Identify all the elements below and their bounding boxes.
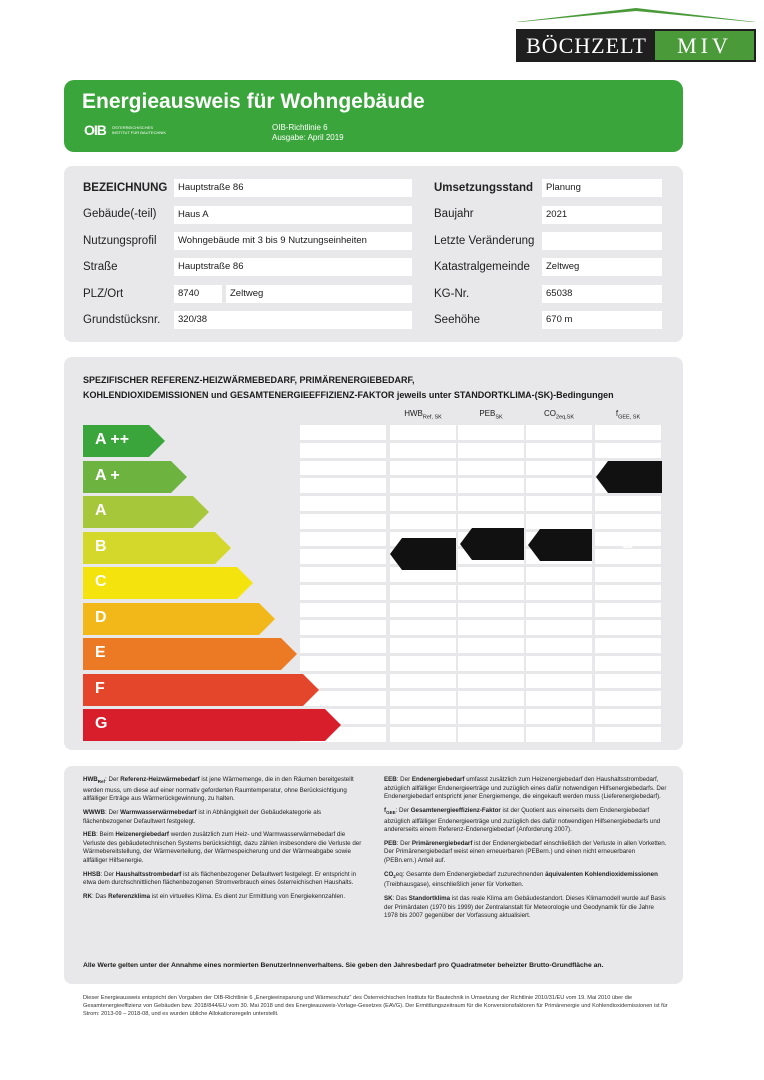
grid-cell [390, 425, 456, 440]
grid-cell [300, 549, 386, 564]
energy-class-label: E [95, 644, 106, 661]
grid-cell [300, 514, 386, 529]
rating-marker-hwb [390, 538, 456, 570]
energy-class-label: D [95, 608, 107, 626]
definitions-panel [64, 766, 683, 984]
grid-cell [458, 620, 524, 635]
grid-cell [526, 674, 592, 689]
grid-cell [458, 727, 524, 742]
grundstueck-label: Grundstücksnr. [83, 314, 161, 326]
grid-cell [526, 567, 592, 582]
grundstueck-value: 320/38 [174, 311, 412, 329]
energy-class-band [83, 603, 275, 635]
energy-class-label: G [95, 715, 108, 732]
grid-cell [300, 656, 386, 671]
grid-cell [526, 443, 592, 458]
column-header-co2: $CO_{2eq,SK}$ [543, 409, 575, 421]
gebaeude-value: Haus A [174, 206, 412, 224]
grid-cell [458, 638, 524, 653]
rating-marker-label: A+ [688, 466, 710, 484]
definitions-left [83, 776, 368, 906]
grid-cell [595, 620, 661, 635]
grid-cell [390, 674, 456, 689]
grid-cell [595, 443, 661, 458]
column-header-hwb: $HWB_{Ref, SK}$ [404, 409, 442, 421]
grid-cell [458, 443, 524, 458]
umsetzung-value: Planung [542, 179, 662, 197]
energy-class-label: A ++ [95, 431, 130, 448]
chart-heading-line2: KOHLENDIOXIDEMISSIONEN und GESAMTENERGIEEFFIZIENZ-FAKTOR jeweils unter STANDORTKLIMA-(SK)-Bedingungen [83, 390, 614, 400]
grid-cell [390, 727, 456, 742]
nutzungsprofil-value: Wohngebäude mit 3 bis 9 Nutzungseinheiten [174, 232, 412, 250]
grid-cell [300, 496, 386, 511]
grid-cell [390, 620, 456, 635]
rating-marker-label: B [622, 534, 634, 552]
plz-value: 8740 [174, 285, 222, 303]
grid-cell [300, 585, 386, 600]
definition-entry: PEB: Der Primärenergiebedarf ist der Endenergiebedarf einschließlich der Verluste in allen Vorketten. Der Primärenergiebedarf weist einen erneuerbaren (PEBern.) und einen nicht erneuerbaren (PEBn.ern.) Anteil auf. [384, 839, 667, 864]
company-logo [516, 8, 756, 56]
oib-mark: OIB [84, 122, 106, 138]
letzte-value [542, 232, 662, 250]
grid-cell [526, 638, 592, 653]
energy-class-label: A + [95, 466, 120, 484]
legal-footnote: Dieser Energieausweis entspricht den Vorgaben der OIB-Richtlinie 6 „Energieeinsparung und Wärmeschutz“ des Österreichischen Instituts für Bautechnik in Umsetzung der Richtlinie 2010/31/EU vom 19. Mai 2010 über die Gesamtenergieeffizienz von Gebäuden bzw. 2018/844/EU vom 30. Mai 2018 und des Energieausweis-Vorlage-Gesetzes (EAVG). Der Ermittlungszeitraum für die Konversionsfaktoren für Primärenergie und Kohlendioxidemissionen ist für Strom: 2013-09 – 2018-08, und es wurden übliche Allokationsregeln unterstellt. [83, 995, 668, 1017]
definition-entry: HEB: Beim Heizenergiebedarf werden zusätzlich zum Heiz- und Warmwasserwärmebedarf die Verluste des gebäudetechnischen Systems berücksichtigt, dazu zählen insbesondere die Verluste der Wärmebereitstellung, der Wärmeverteilung, der Wärmespeicherung und der Wärmeabgabe sowie allfälliger Hilfsenergie. [83, 831, 362, 864]
grid-cell [300, 425, 386, 440]
column-header-peb: $PEB_{SK}$ [479, 409, 503, 421]
bezeichnung-value: Hauptstraße 86 [174, 179, 412, 197]
plzort-label: PLZ/Ort [83, 288, 124, 300]
energy-class-band [83, 496, 209, 528]
definition-entry: WWWB: Der Warmwasserwärmebedarf ist in Abhängigkeit der Gebäudekategorie als flächenbezogener Defaultwert festgelegt. [83, 809, 322, 825]
grid-cell [390, 461, 456, 476]
roof-icon [516, 8, 756, 22]
grid-cell [526, 603, 592, 618]
guideline-text: OIB-Richtlinie 6 [272, 123, 328, 132]
energy-class-label: F [95, 679, 105, 697]
grid-cell [390, 656, 456, 671]
definition-entry: $f_{GEE}$: Der Gesamtenergieeffizienz-Faktor ist der Quotient aus einerseits dem Endenergiebedarf abzüglich allfälliger Endenergieerträge und zuzüglich des dafür notwendigen Hilfsenergiebedarfs und andererseits einem Referenz-Endenergiebedarf (Anforderung 2007). [384, 806, 661, 834]
header-meta [272, 123, 344, 143]
energy-class-band [83, 567, 253, 599]
grid-cell [458, 585, 524, 600]
grid-cell [526, 620, 592, 635]
grid-cell [595, 425, 661, 440]
energy-class-band [83, 532, 231, 564]
kgnr-value: 65038 [542, 285, 662, 303]
grid-cell [300, 620, 386, 635]
rating-marker-co2 [528, 529, 634, 561]
grid-cell [300, 603, 386, 618]
grid-cell [526, 425, 592, 440]
grid-cell [595, 603, 661, 618]
oib-logo [84, 122, 172, 138]
grid-cell [595, 656, 661, 671]
definitions-footer: Alle Werte gelten unter der Annahme eines normierten BenutzerInnenverhaltens. Sie geben den Jahresbedarf pro Quadratmeter beheizter Brutto-Grundfläche an. [83, 962, 604, 969]
baujahr-label: Baujahr [434, 208, 474, 220]
seehoehe-label: Seehöhe [434, 314, 481, 326]
grid-cell [300, 638, 386, 653]
grid-cell [458, 691, 524, 706]
umsetzung-label: Umsetzungsstand [434, 182, 534, 194]
grid-cell [526, 461, 592, 476]
grid-cell [390, 478, 456, 493]
grid-cell [595, 514, 661, 529]
grid-cell [458, 603, 524, 618]
strasse-label: Straße [83, 261, 118, 273]
chart-heading [83, 373, 614, 403]
grid-cell [526, 514, 592, 529]
definition-entry: SK: Das Standortklima ist das reale Klima am Gebäudestandort. Dieses Klimamodell wurde auf Basis der Primärdaten (1970 bis 1999) der Zentralanstalt für Meteorologie und Geodynamik für die Jahre 1978 bis 2007 gegenüber der Vorfassung aktualisiert. [384, 895, 666, 920]
logo-right-text: MIV [655, 31, 754, 60]
baujahr-value: 2021 [542, 206, 662, 224]
energy-class-band [83, 425, 165, 457]
kgnr-label: KG-Nr. [434, 288, 470, 300]
grid-cell [300, 567, 386, 582]
grid-cell [526, 656, 592, 671]
certificate-title: Energieausweis für Wohngebäude [82, 90, 425, 113]
letzte-label: Letzte Veränderung [434, 235, 535, 247]
ort-value: Zeltweg [226, 285, 412, 303]
grid-cell [390, 585, 456, 600]
grid-cell [458, 656, 524, 671]
bezeichnung-label: BEZEICHNUNG [83, 182, 168, 194]
grid-cell [526, 496, 592, 511]
definition-entry: $HWB_{Ref}$: Der Referenz-Heizwärmebedarf ist jene Wärmemenge, die in den Räumen bereitgestellt werden muss, um diese auf einer normativ geforderten Raumtemperatur, ohne Berücksichtigung allfälliger Erträge aus Wärmerückgewinnung, zu halten. [83, 776, 354, 803]
grid-cell [458, 567, 524, 582]
grid-cell [390, 709, 456, 724]
grid-cell [595, 727, 661, 742]
edition-text: Ausgabe: April 2019 [272, 133, 344, 142]
identification-panel [64, 166, 683, 342]
strasse-value: Hauptstraße 86 [174, 258, 412, 276]
grid-cell [300, 443, 386, 458]
rating-marker-fgee [596, 461, 710, 493]
grid-cell [595, 674, 661, 689]
grid-cell [458, 496, 524, 511]
rating-marker-peb [460, 528, 524, 560]
grid-cell [390, 514, 456, 529]
grid-cell [390, 496, 456, 511]
grid-cell [595, 691, 661, 706]
energy-class-band [83, 638, 297, 670]
definition-entry: HHSB: Der Haushaltsstrombedarf ist als flächenbezogener Defaultwert festgelegt. Er entspricht in etwa dem durchschnittlichen flächenbezogenen Stromverbrauch eines österreichischen Haushalts. [83, 870, 357, 887]
grid-cell [300, 478, 386, 493]
grid-cell [526, 709, 592, 724]
energy-class-label: A [95, 502, 107, 519]
seehoehe-value: 670 m [542, 311, 662, 329]
grid-cell [458, 514, 524, 529]
oib-text: ÖSTERREICHISCHES INSTITUT FÜR BAUTECHNIK [111, 125, 167, 135]
definition-entry: RK: Das Referenzklima ist ein virtuelles Klima. Es dient zur Ermittlung von Energiekennzahlen. [83, 892, 346, 900]
grid-cell [390, 638, 456, 653]
grid-cell [526, 585, 592, 600]
energy-class-label: C [95, 573, 107, 590]
grid-cell [595, 585, 661, 600]
nutzungsprofil-label: Nutzungsprofil [83, 235, 157, 247]
energy-class-band [83, 461, 187, 493]
certificate-header [64, 80, 683, 152]
kataster-label: Katastralgemeinde [434, 261, 530, 273]
gebaeude-label: Gebäude(-teil) [83, 208, 157, 220]
definition-entry: EEB: Der Endenergiebedarf umfasst zusätzlich zum Heizenergiebedarf den Haushaltsstrombedarf, abzüglich allfälliger Endenergieerträge und zuzüglich eines dafür notwendigen Hilfsenergiebedarfs. Der Endenergiebedarf entspricht jener Energiemenge, die eingekauft werden muss (Lieferenergiebedarf). [384, 776, 667, 801]
definition-entry: $CO_2eq$: Gesamte dem Endenergiebedarf zuzurechnenden äquivalenten Kohlendioxidemissionen (Treibhausgase), einschließlich jener für Vorketten. [384, 870, 658, 889]
chart-heading-line1: SPEZIFISCHER REFERENZ-HEIZWÄRMEBEDARF, PRIMÄRENERGIEBEDARF, [83, 375, 415, 385]
grid-cell [526, 478, 592, 493]
grid-cell [390, 603, 456, 618]
kataster-value: Zeltweg [542, 258, 662, 276]
grid-cell [458, 674, 524, 689]
grid-cell [458, 461, 524, 476]
energy-class-band [83, 674, 319, 706]
energy-class-label: B [95, 537, 107, 555]
grid-cell [458, 425, 524, 440]
grid-cell [458, 478, 524, 493]
grid-cell [300, 532, 386, 547]
grid-cell [390, 691, 456, 706]
grid-cell [390, 443, 456, 458]
energy-class-band [83, 709, 341, 741]
grid-cell [595, 709, 661, 724]
grid-cell [595, 567, 661, 582]
column-header-fgee: $f_{GEE, SK}$ [615, 409, 641, 421]
logo-left-text: BÖCHZELT [518, 31, 655, 60]
grid-cell [458, 709, 524, 724]
definitions-right [384, 776, 669, 926]
energy-class-panel [64, 357, 710, 750]
grid-cell [300, 461, 386, 476]
grid-cell [595, 638, 661, 653]
grid-cell [526, 727, 592, 742]
grid-cell [595, 496, 661, 511]
grid-cell [526, 691, 592, 706]
